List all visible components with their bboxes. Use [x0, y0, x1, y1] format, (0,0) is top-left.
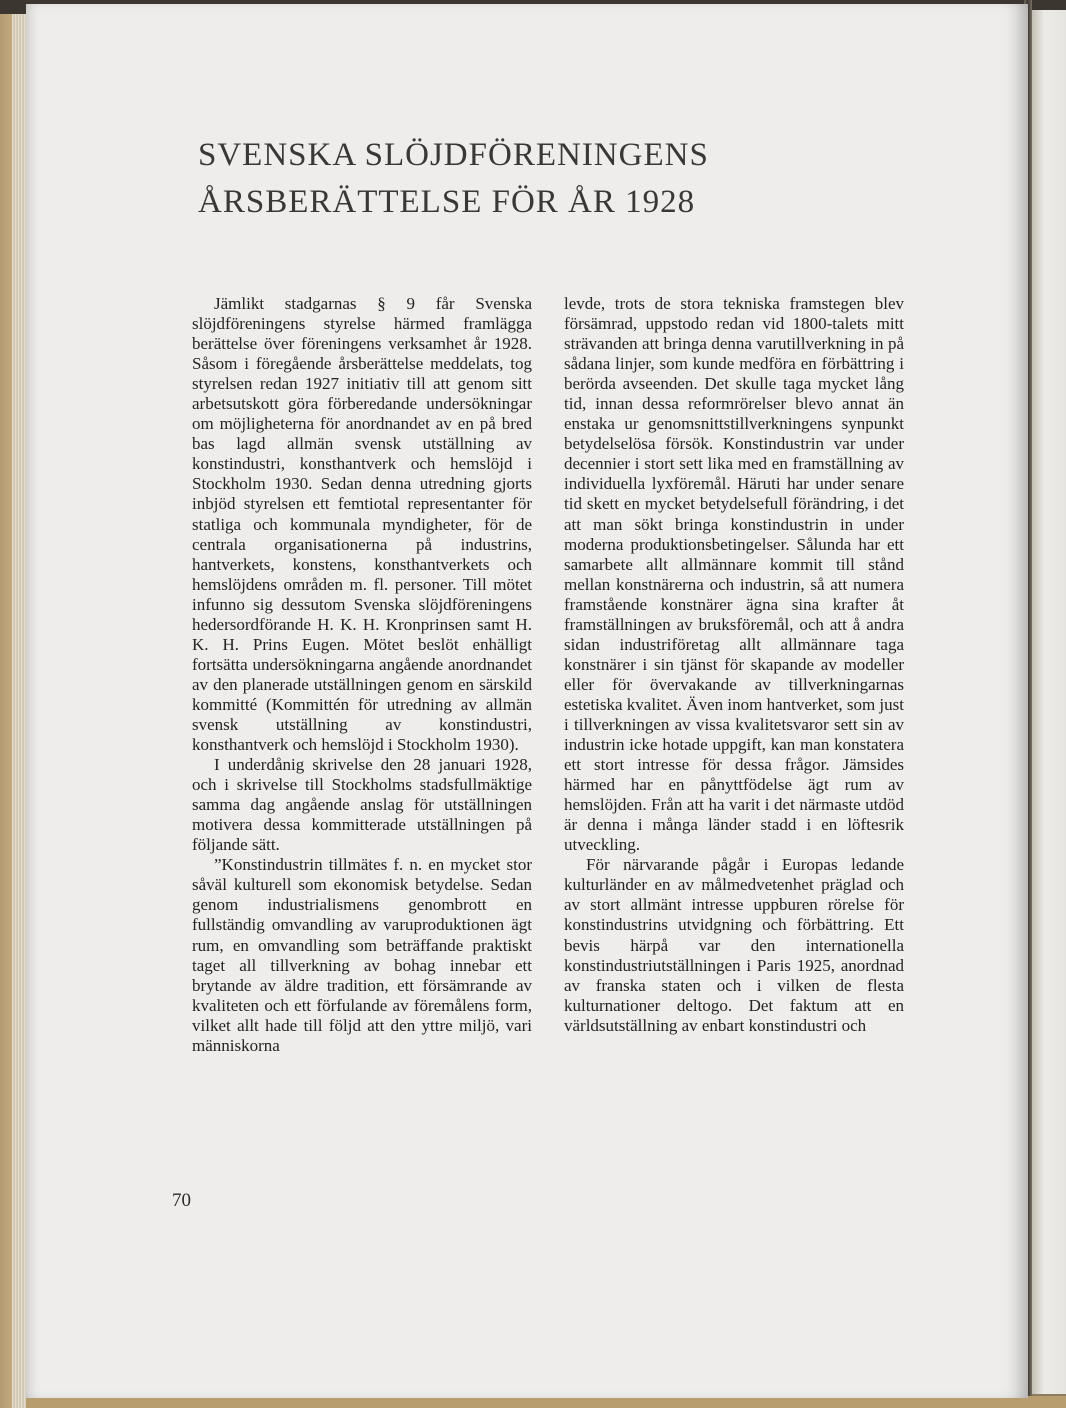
- title-line-2: ÅRSBERÄTTELSE FÖR ÅR 1928: [198, 184, 696, 220]
- left-column: [192, 294, 532, 1056]
- title-line-1: SVENSKA SLÖJDFÖRENINGENS: [198, 137, 709, 173]
- paragraph-continuation: levde, trots de stora tekniska framstegen blev försämrad, uppstodo redan vid 1800-talets mitt strävanden att bringa denna varutillverkning in på sådana linjer, som kunde medföra en förbättring i berörda avseenden. Det skulle taga mycket lång tid, innan dessa reformrörelser blevo annat än enstaka ur genomsnittstillverkningens synpunkt betydelselösa försök. Konstindustrin var under decennier i stort sett lika med en framställning av individuella lyxföremål. Häruti har under senare tid skett en mycket betydelsefull förändring, i det att man sökt bringa konstindustrin in under moderna produktionsbetingelser. Sålunda har ett samarbete allt allmännare kommit till stånd mellan konstnärerna och industrin, så att numera framstående konstnärer ägna sina krafter åt framställningen av bruksföremål, och att å andra sidan industriföretag allt allmännare taga konstnärer i sin tjänst för skapande av modeller eller för övervakande av tillverkningarnas estetiska kvalitet. Även inom hantverket, som just i tillverkningen av vissa kvalitetsvaror sett sin av industrin icke hotade uppgift, kan man konstatera ett stort intresse för dessa frågor. Jämsides härmed har en pånyttfödelse ägt rum av hemslöjden. Från att ha varit i det närmaste utdöd är denna i många länder stadd i en löftesrik utveckling.: [564, 294, 904, 855]
- paragraph: ”Konstindustrin tillmätes f. n. en mycket stor såväl kulturell som ekonomisk betydelse. Sedan genom industrialismens genombrott en fullständig omvandling av varuproduktionen ägt rum, en omvandling som beträffande praktiskt taget all tillverkning av bohag innebar ett brytande av äldre tradition, ett försämrande av kvaliteten och ett förfulande av föremålens form, vilket allt hade till följd att den yttre miljö, vari människorna: [192, 855, 532, 1055]
- right-column: [564, 294, 904, 1036]
- paragraph: I underdånig skrivelse den 28 januari 1928, och i skrivelse till Stockholms stadsfullmäktige samma dag angående anslag för utställningen motivera dessa kommitterade utställningen på följande sätt.: [192, 755, 532, 855]
- paragraph: Jämlikt stadgarnas § 9 får Svenska slöjdföreningens styrelse härmed framlägga berättelse över föreningens verksamhet år 1928. Såsom i föregående årsberättelse meddelats, tog styrelsen redan 1927 initiativ till att genom sitt arbetsutskott göra förberedande undersökningar om möjligheterna för anordnandet av en på bred bas lagd allmän svensk utställning av konstindustri, konsthantverk och hemslöjd i Stockholm 1930. Sedan denna utredning gjorts inbjöd styrelsen ett femtiotal representanter för statliga och kommunala myndigheter, för de centrala organisationerna på industrins, hantverkets, konstens, konsthantverkets och hemslöjdens områden m. fl. personer. Till mötet infunno sig dessutom Svenska slöjdföreningens hedersordförande H. K. H. Kronprinsen samt H. K. H. Prins Eugen. Mötet beslöt enhälligt fortsätta undersökningarna angående anordnandet av den planerade utställningen genom en särskild kommitté (Kommittén för utredning av allmän svensk utställning av konstindustri, konsthantverk och hemslöjd i Stockholm 1930).: [192, 294, 532, 755]
- page-number: 70: [172, 1190, 191, 1211]
- article-title: [198, 132, 758, 226]
- paragraph: För närvarande pågår i Europas ledande kulturländer en av målmedvetenhet präglad och av stort allmänt intresse uppburen rörelse för konstindustrins utvidgning och förbättring. Ett bevis härpå var den internationella konstindustriutställningen i Paris 1925, anordnad av franska staten och i vilken de flesta kulturnationer deltogo. Det faktum att en världsutställning av enbart konstindustri och: [564, 855, 904, 1035]
- facing-page-edge: [1030, 10, 1066, 1394]
